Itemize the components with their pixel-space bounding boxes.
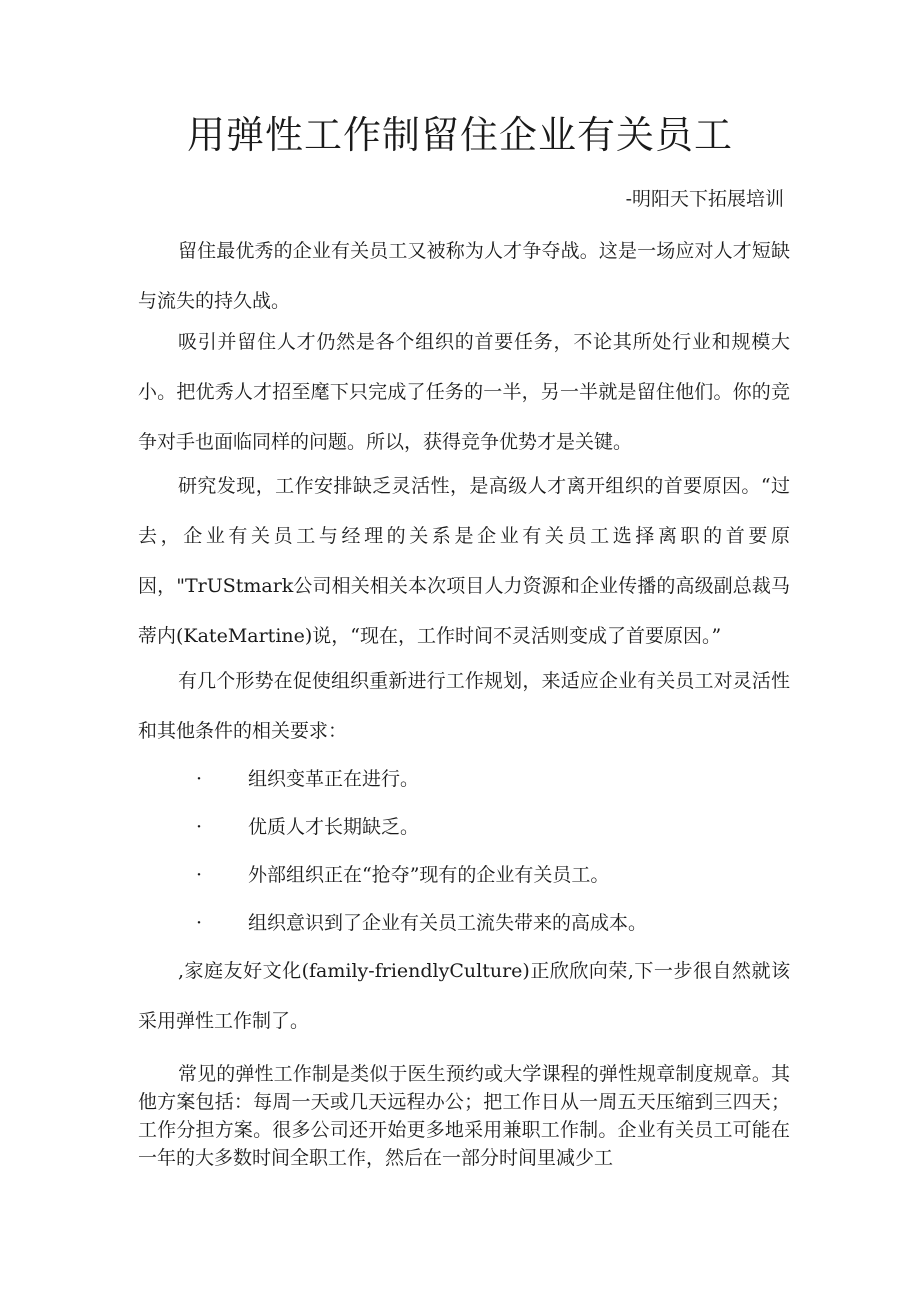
bullet-text: 优质人才长期缺乏。 — [248, 816, 420, 838]
paragraph-6: 常见的弹性工作制是类似于医生预约或大学课程的弹性规章制度规章。其他方案包括：每周一天或几天远程办公；把工作日从一周五天压缩到三四天；工作分担方案。很多公司还开始更多地采用兼职工作制。企业有关员工可能在一年的大多数时间全职工作，然后在一部分时间里减少工 — [138, 1063, 790, 1169]
paragraph-5: ,家庭友好文化(family-friendlyCulture)正欣欣向荣,下一步很自然就该采用弹性工作制了。 — [138, 960, 790, 1032]
bullet-text: 组织意识到了企业有关员工流失带来的高成本。 — [248, 912, 648, 934]
paragraph-3: 研究发现，工作安排缺乏灵活性，是高级人才离开组织的首要原因。“过去，企业有关员工与经理的关系是企业有关员工选择离职的首要原因，"TrUStmark公司相关相关本次项目人力资源和企业传播的高级副总裁马蒂内(KateMartine)说，“现在，工作时间不灵活则变成了首要原因。” — [138, 475, 790, 647]
bullet-dot-icon: · — [196, 816, 203, 838]
document-title: 用弹性工作制留住企业有关员工 — [186, 113, 733, 157]
bullet-dot-icon: · — [196, 864, 203, 886]
paragraph-4: 有几个形势在促使组织重新进行工作规划，来适应企业有关员工对灵活性和其他条件的相关要求： — [138, 670, 790, 742]
paragraph-1: 留住最优秀的企业有关员工又被称为人才争夺战。这是一场应对人才短缺与流失的持久战。 — [138, 240, 790, 312]
document-byline: -明阳天下拓展培训 — [625, 188, 784, 210]
bullet-text: 外部组织正在“抢夺”现有的企业有关员工。 — [248, 864, 610, 886]
bullet-dot-icon: · — [196, 912, 203, 934]
paragraph-2: 吸引并留住人才仍然是各个组织的首要任务，不论其所处行业和规模大小。把优秀人才招至麾下只完成了任务的一半，另一半就是留住他们。你的竞争对手也面临同样的问题。所以，获得竞争优势才是关键。 — [138, 331, 790, 453]
bullet-text: 组织变革正在进行。 — [248, 768, 420, 790]
bullet-dot-icon: · — [196, 768, 203, 790]
